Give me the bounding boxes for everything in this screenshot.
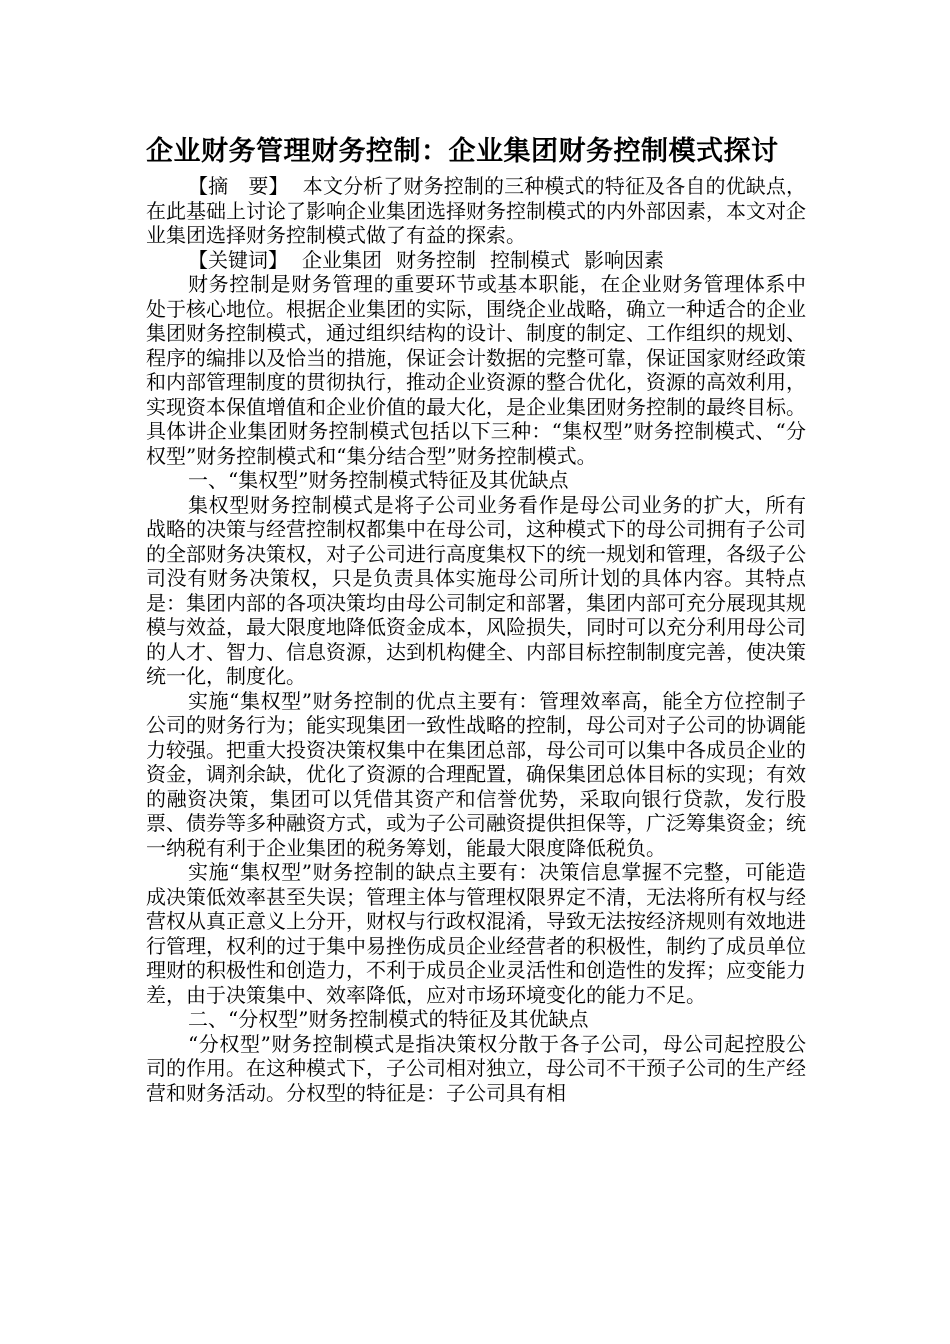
body-paragraph: 集权型财务控制模式是将子公司业务看作是母公司业务的扩大，所有战略的决策与经营控制权都集中在母公司，这种模式下的母公司拥有子公司的全部财务决策权，对子公司进行高度集权下的统一规划和管理，各级子公司没有财务决策权，只是负责具体实施母公司所计划的具体内容。其特点是：集团内部的各项决策均由母公司制定和部署，集团内部可充分展现其规模与效益，最大限度地降低资金成本，风险损失，同时可以充分利用母公司的人才、智力、信息资源，达到机构健全、内部目标控制制度完善，使决策统一化，制度化。 <box>146 492 806 688</box>
keyword: 企业集团 <box>302 247 382 272</box>
abstract-label: 【摘 要】 <box>188 174 289 198</box>
section-heading: 二、“分权型”财务控制模式的特征及其优缺点 <box>188 1007 589 1031</box>
body-paragraph: 实施“集权型”财务控制的优点主要有：管理效率高，能全方位控制子公司的财务行为；能实现集团一致性战略的控制，母公司对子公司的协调能力较强。把重大投资决策权集中在集团总部，母公司可以集中各成员企业的资金，调剂余缺，优化了资源的合理配置，确保集团总体目标的实现；有效的融资决策，集团可以凭借其资产和信誉优势，采取向银行贷款，发行股票、债券等多种融资方式，或为子公司融资提供担保等，广泛筹集资金；统一纳税有利于企业集团的税务筹划，能最大限度降低税负。 <box>146 688 806 860</box>
body-paragraph: “分权型”财务控制模式是指决策权分散于各子公司，母公司起控股公司的作用。在这种模式下，子公司相对独立，母公司不干预子公司的生产经营和财务活动。分权型的特征是：子公司具有相 <box>146 1031 806 1105</box>
keywords-paragraph <box>146 248 806 273</box>
abstract-text: 本文分析了财务控制的三种模式的特征及各自的优缺点，在此基础上讨论了影响企业集团选择财务控制模式的内外部因素，本文对企业集团选择财务控制模式做了有益的探索。 <box>146 174 807 247</box>
keywords-label: 【关键词】 <box>188 247 288 272</box>
keyword: 控制模式 <box>490 247 570 272</box>
keyword: 影响因素 <box>584 247 664 272</box>
document-body <box>146 174 806 1105</box>
abstract-paragraph <box>146 174 806 248</box>
document-title: 企业财务管理财务控制：企业集团财务控制模式探讨 <box>146 136 779 167</box>
document-page <box>146 130 806 1105</box>
section-heading: 一、“集权型”财务控制模式特征及其优缺点 <box>188 468 569 492</box>
keyword: 财务控制 <box>396 247 476 272</box>
body-paragraph: 实施“集权型”财务控制的缺点主要有：决策信息掌握不完整，可能造成决策低效率甚至失误；管理主体与管理权限界定不清，无法将所有权与经营权从真正意义上分开，财权与行政权混淆，导致无法按经济规则有效地进行管理，权利的过于集中易挫伤成员企业经营者的积极性，制约了成员单位理财的积极性和创造力，不利于成员企业灵活性和创造性的发挥；应变能力差，由于决策集中、效率降低，应对市场环境变化的能力不足。 <box>146 860 806 1007</box>
body-paragraph: 财务控制是财务管理的重要环节或基本职能，在企业财务管理体系中处于核心地位。根据企业集团的实际，围绕企业战略，确立一种适合的企业集团财务控制模式，通过组织结构的设计、制度的制定、工作组织的规划、程序的编排以及恰当的措施，保证会计数据的完整可靠，保证国家财经政策和内部管理制度的贯彻执行，推动企业资源的整合优化，资源的高效利用，实现资本保值增值和企业价值的最大化，是企业集团财务控制的最终目标。具体讲企业集团财务控制模式包括以下三种：“集权型”财务控制模式、“分权型”财务控制模式和“集分结合型”财务控制模式。 <box>146 272 806 468</box>
